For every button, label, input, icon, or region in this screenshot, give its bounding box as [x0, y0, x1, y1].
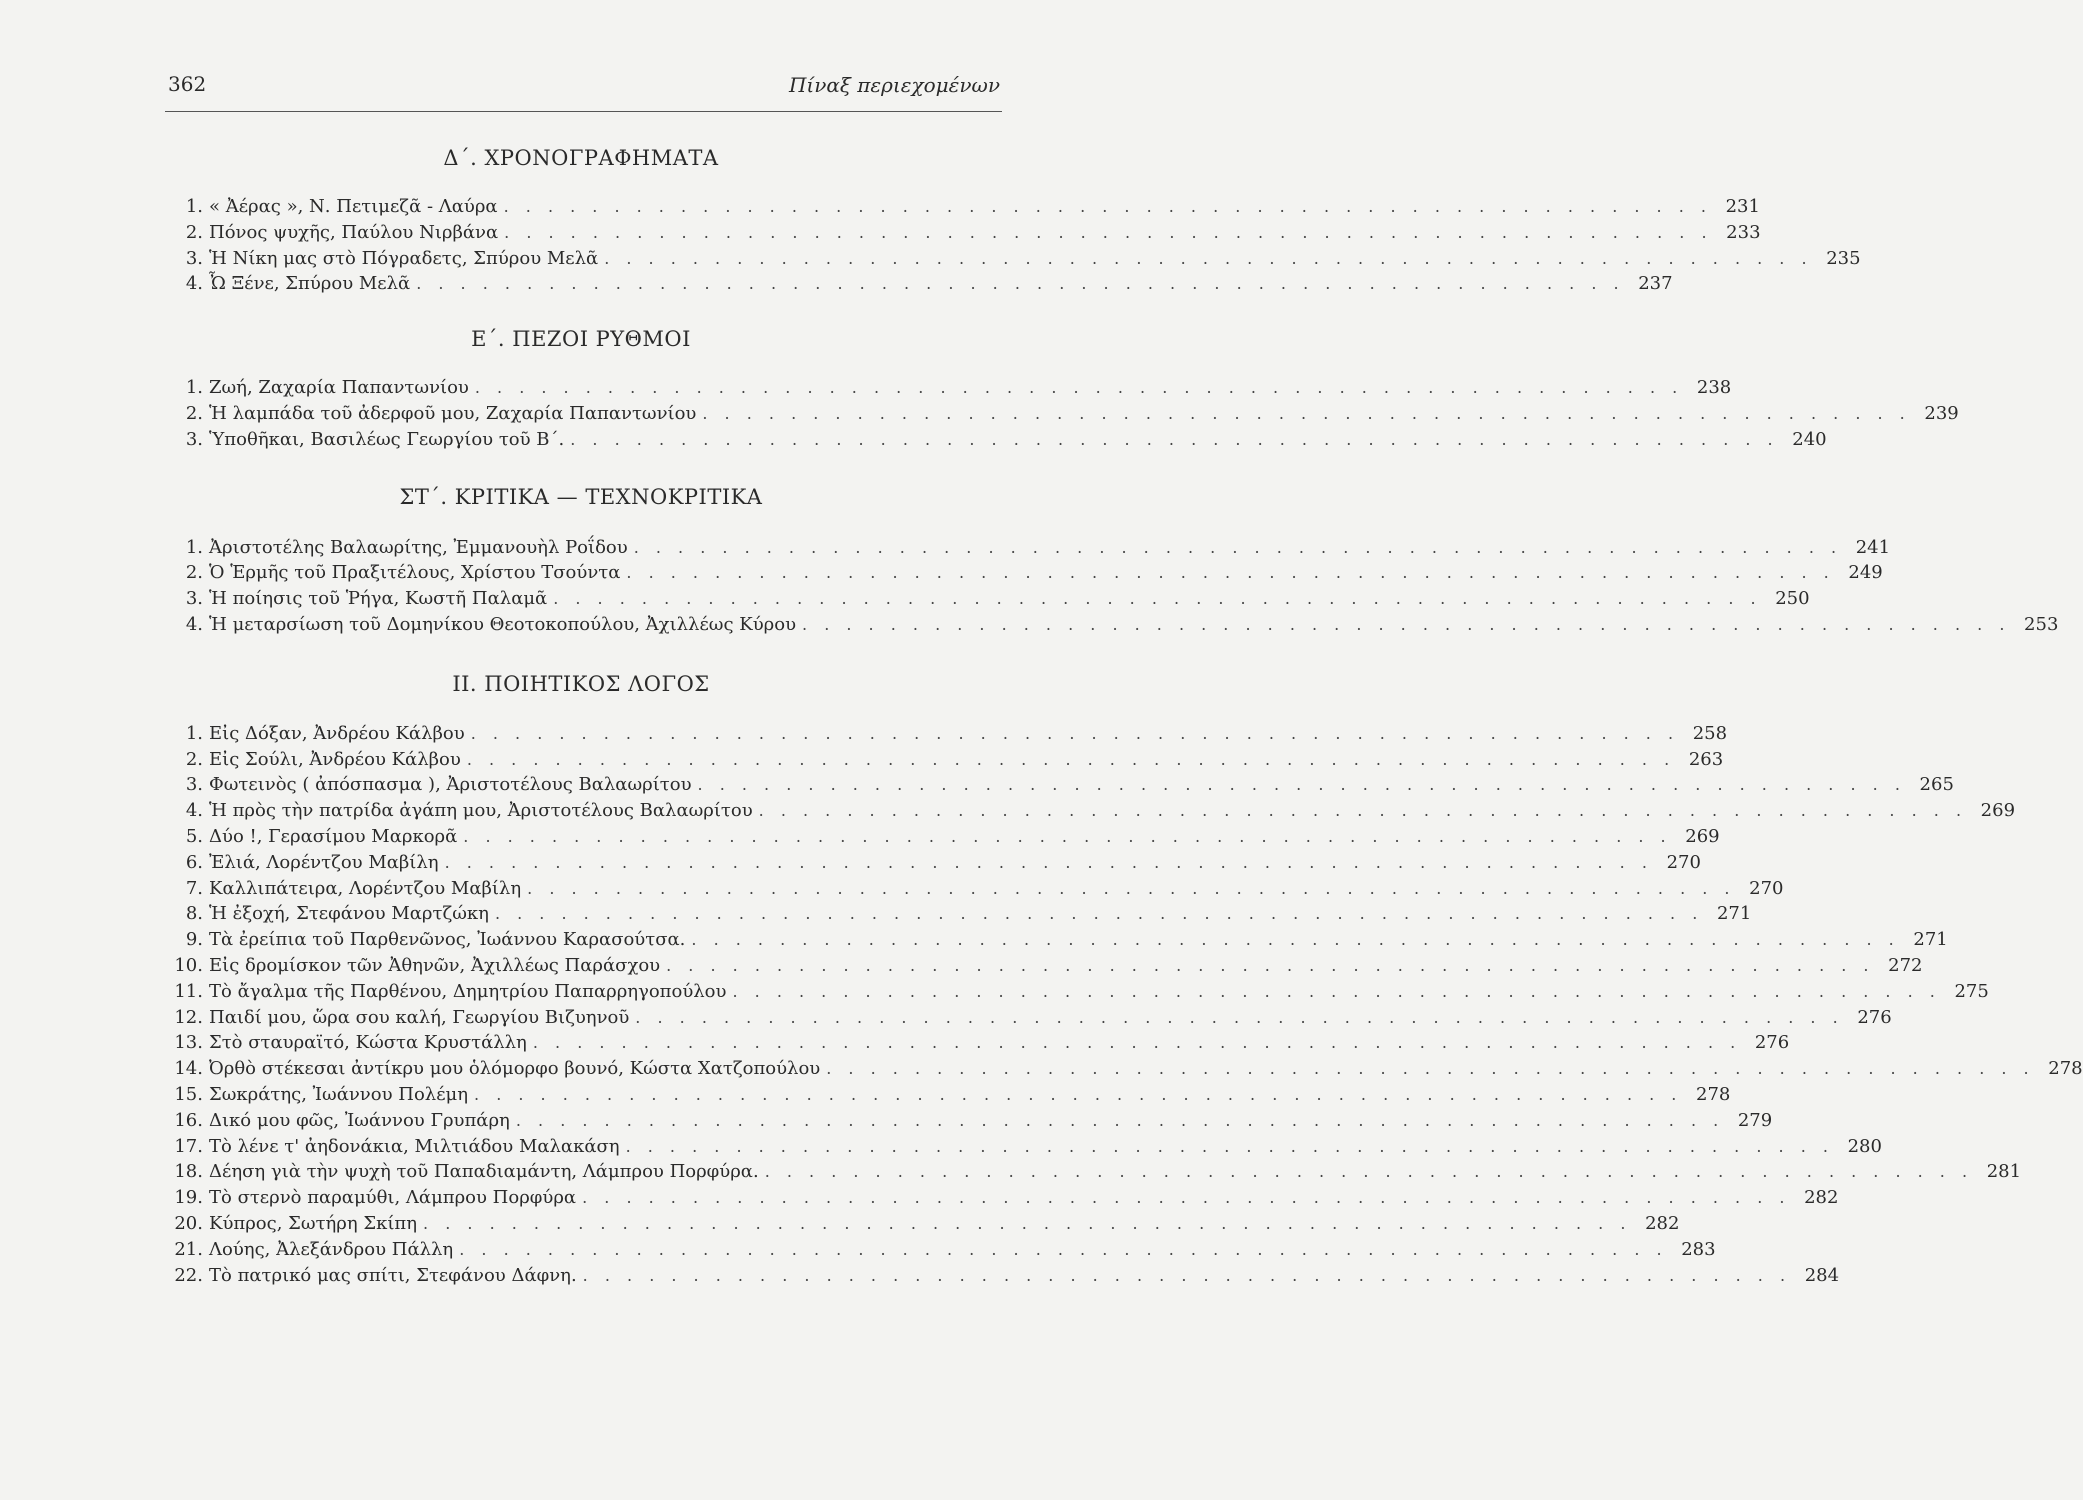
dot-leader: . . . . . . . . . . . . . . . . . . . . . . . . . . . . . . . . . . . . . . . . . . . . . . . . . . . . . . .: [582, 1265, 1792, 1285]
toc-section: [165, 325, 1959, 452]
entry-title: Φωτεινὸς ( ἀπόσπασμα ), Ἀριστοτέλους Βαλαωρίτου: [209, 774, 692, 796]
entry-page-number: 283: [1681, 1238, 1716, 1260]
entry-number: 3.: [185, 247, 203, 269]
entry-number: 1.: [185, 722, 203, 744]
entry-title: Πόνος ψυχῆς, Παύλου Νιρβάνα: [209, 221, 499, 243]
entry-title: Τὸ πατρικό μας σπίτι, Στεφάνου Δάφνη.: [209, 1264, 577, 1286]
entry-title: Ὀρθὸ στέκεσαι ἀντίκρυ μου ὁλόμορφο βουνό, Κώστα Χατζοπούλου: [209, 1058, 821, 1080]
toc-entry: [165, 798, 2016, 824]
entry-title: Τὸ ἄγαλμα τῆς Παρθένου, Δημητρίου Παπαρρηγοπούλου: [209, 980, 727, 1002]
entry-page-number: 253: [2024, 613, 2059, 635]
toc-entry: [165, 1030, 1790, 1056]
dot-leader: . . . . . . . . . . . . . . . . . . . . . . . . . . . . . . . . . . . . . . . . . . . . . . . . . . . . . . .: [826, 1059, 2035, 1079]
toc-entry: [165, 427, 1827, 453]
entry-number: 20.: [174, 1212, 203, 1234]
entry-title: Στὸ σταυραϊτό, Κώστα Κρυστάλλη: [209, 1032, 527, 1054]
dot-leader: . . . . . . . . . . . . . . . . . . . . . . . . . . . . . . . . . . . . . . . . . . . . . . . . . . . . . . .: [470, 723, 1680, 743]
dot-leader: . . . . . . . . . . . . . . . . . . . . . . . . . . . . . . . . . . . . . . . . . . . . . . . . . . . . . . .: [764, 1162, 1974, 1182]
entry-title: Ἡ λαμπάδα τοῦ ἀδερφοῦ μου, Ζαχαρία Παπαντωνίου: [209, 402, 697, 424]
entry-page-number: 280: [1847, 1135, 1882, 1157]
toc-entry: [165, 1134, 1882, 1160]
dot-leader: . . . . . . . . . . . . . . . . . . . . . . . . . . . . . . . . . . . . . . . . . . . . . . . . . . . . . . .: [802, 614, 2011, 634]
toc-entry: [165, 375, 1732, 401]
toc-entry: [165, 1159, 2022, 1185]
entry-number: 9.: [185, 929, 203, 951]
entry-title: Ἀριστοτέλης Βαλαωρίτης, Ἐμμανουὴλ Ροΐδου: [209, 536, 628, 558]
entry-page-number: 265: [1919, 774, 1954, 796]
entry-page-number: 258: [1692, 722, 1728, 744]
toc-entry: [165, 1263, 1840, 1289]
entry-title: Ἡ Νίκη μας στὸ Πόγραδετς, Σπύρου Μελᾶ: [209, 247, 599, 269]
dot-leader: . . . . . . . . . . . . . . . . . . . . . . . . . . . . . . . . . . . . . . . . . . . . . . . . . . . . . . .: [532, 1033, 1742, 1053]
entry-number: 6.: [185, 851, 203, 873]
toc-entry: [165, 612, 2059, 638]
entry-title: Εἰς δρομίσκον τῶν Ἀθηνῶν, Ἀχιλλέως Παράσχου: [209, 954, 661, 976]
entry-page-number: 276: [1754, 1032, 1790, 1054]
toc-entry: [165, 560, 1883, 586]
dot-leader: . . . . . . . . . . . . . . . . . . . . . . . . . . . . . . . . . . . . . . . . . . . . . . . . . . . . . . .: [697, 775, 1906, 795]
entry-title: Κύπρος, Σωτήρη Σκίπη: [209, 1212, 418, 1234]
entry-page-number: 282: [1645, 1212, 1680, 1234]
entry-title: Τὸ στερνὸ παραμύθι, Λάμπρου Πορφύρα: [209, 1187, 577, 1209]
dot-leader: . . . . . . . . . . . . . . . . . . . . . . . . . . . . . . . . . . . . . . . . . . . . . . . . . . . . . . .: [626, 563, 1835, 583]
entry-page-number: 275: [1954, 980, 1989, 1002]
section-title: ΙΙ. ΠΟΙΗΤΙΚΟΣ ΛΟΓΟΣ: [452, 671, 710, 696]
entry-number: 2.: [185, 221, 203, 243]
toc-entry: [165, 953, 1923, 979]
entry-number: 12.: [174, 1006, 203, 1028]
toc-section: [165, 144, 1861, 297]
entry-title: Ἡ ἐξοχή, Στεφάνου Μαρτζώκη: [209, 903, 489, 925]
dot-leader: . . . . . . . . . . . . . . . . . . . . . . . . . . . . . . . . . . . . . . . . . . . . . . . . . . . . . . .: [463, 826, 1672, 846]
entry-title: Δύο !, Γερασίμου Μαρκορᾶ: [209, 825, 458, 847]
entry-number: 13.: [174, 1032, 203, 1054]
entry-page-number: 276: [1857, 1006, 1892, 1028]
entry-page-number: 241: [1855, 536, 1891, 558]
entry-title: Εἰς Δόξαν, Ἀνδρέου Κάλβου: [209, 722, 465, 744]
entry-page-number: 269: [1685, 825, 1720, 847]
entry-number: 8.: [185, 903, 203, 925]
entry-number: 17.: [174, 1135, 203, 1157]
entry-number: 2.: [185, 562, 203, 584]
entry-title: Σωκράτης, Ἰωάννου Πολέμη: [209, 1083, 469, 1105]
dot-leader: . . . . . . . . . . . . . . . . . . . . . . . . . . . . . . . . . . . . . . . . . . . . . . . . . . . . . . .: [527, 878, 1736, 898]
dot-leader: . . . . . . . . . . . . . . . . . . . . . . . . . . . . . . . . . . . . . . . . . . . . . . . . . . . . . . .: [604, 248, 1813, 268]
dot-leader: . . . . . . . . . . . . . . . . . . . . . . . . . . . . . . . . . . . . . . . . . . . . . . . . . . . . . . .: [625, 1136, 1834, 1156]
entry-title: Εἰς Σούλι, Ἀνδρέου Κάλβου: [209, 748, 461, 770]
entry-page-number: 269: [1980, 800, 2016, 822]
entry-title: Ἡ ποίησις τοῦ Ῥήγα, Κωστῆ Παλαμᾶ: [209, 588, 548, 610]
toc-entry: [165, 535, 1891, 561]
header-rule: [165, 111, 1002, 112]
entry-number: 16.: [174, 1109, 203, 1131]
entry-number: 1.: [185, 536, 203, 558]
entry-title: Δέηση γιὰ τὴν ψυχὴ τοῦ Παπαδιαμάντη, Λάμπρου Πορφύρα.: [209, 1161, 759, 1183]
entry-title: Καλλιπάτειρα, Λορέντζου Μαβίλη: [209, 877, 522, 899]
toc-entry: [165, 747, 1724, 773]
toc-entry: [165, 721, 1728, 747]
entry-page-number: 278: [1696, 1083, 1731, 1105]
dot-leader: . . . . . . . . . . . . . . . . . . . . . . . . . . . . . . . . . . . . . . . . . . . . . . . . . . . . . . .: [570, 429, 1779, 449]
toc-entry: [165, 927, 1948, 953]
entry-number: 7.: [185, 877, 203, 899]
entry-title: Ὑποθῆκαι, Βασιλέως Γεωργίου τοῦ Β΄.: [209, 428, 565, 450]
dot-leader: . . . . . . . . . . . . . . . . . . . . . . . . . . . . . . . . . . . . . . . . . . . . . . . . . . . . . . .: [474, 378, 1684, 398]
entry-number: 4.: [185, 273, 203, 295]
entry-page-number: 237: [1638, 273, 1673, 295]
entry-page-number: 233: [1726, 221, 1761, 243]
entry-page-number: 282: [1804, 1187, 1839, 1209]
dot-leader: . . . . . . . . . . . . . . . . . . . . . . . . . . . . . . . . . . . . . . . . . . . . . . . . . . . . . . .: [416, 274, 1625, 294]
entry-number: 4.: [185, 800, 203, 822]
toc-entry: [165, 901, 1752, 927]
entry-number: 3.: [185, 428, 203, 450]
dot-leader: . . . . . . . . . . . . . . . . . . . . . . . . . . . . . . . . . . . . . . . . . . . . . . . . . . . . . . .: [503, 197, 1712, 216]
section-title: ΣΤ΄. ΚΡΙΤΙΚΑ — ΤΕΧΝΟΚΡΙΤΙΚΑ: [399, 484, 763, 509]
entry-number: 2.: [185, 402, 203, 424]
toc-entry: [165, 401, 1959, 427]
entry-number: 19.: [174, 1187, 203, 1209]
entry-page-number: 263: [1688, 748, 1724, 770]
entry-title: Ζωή, Ζαχαρία Παπαντωνίου: [209, 377, 469, 399]
toc-entry: [165, 1185, 1839, 1211]
toc-entry: [165, 194, 1760, 220]
dot-leader: . . . . . . . . . . . . . . . . . . . . . . . . . . . . . . . . . . . . . . . . . . . . . . . . . . . . . . .: [444, 852, 1653, 872]
entry-number: 3.: [185, 774, 203, 796]
entry-title: Τὰ ἐρείπια τοῦ Παρθενῶνος, Ἰωάννου Καρασούτσα.: [209, 929, 686, 951]
dot-leader: . . . . . . . . . . . . . . . . . . . . . . . . . . . . . . . . . . . . . . . . . . . . . . . . . . . . . . .: [732, 981, 1941, 1001]
entry-title: Παιδί μου, ὥρα σου καλή, Γεωργίου Βιζυηνοῦ: [209, 1006, 630, 1028]
entry-title: Ἐλιά, Λορέντζου Μαβίλη: [209, 851, 439, 873]
entry-page-number: 249: [1848, 562, 1883, 584]
entry-page-number: 279: [1737, 1109, 1773, 1131]
running-title: Πίναξ περιεχομένων: [788, 73, 1000, 97]
entry-number: 10.: [174, 954, 203, 976]
entry-title: Λούης, Ἀλεξάνδρου Πάλλη: [209, 1238, 454, 1260]
entry-number: 1.: [185, 196, 203, 217]
entry-title: « Ἀέρας », Ν. Πετιμεζᾶ - Λαύρα: [209, 196, 498, 217]
entry-page-number: 278: [2048, 1058, 2083, 1080]
toc-entry: [165, 271, 1673, 297]
toc-section: [165, 670, 2083, 1289]
dot-leader: . . . . . . . . . . . . . . . . . . . . . . . . . . . . . . . . . . . . . . . . . . . . . . . . . . . . . . .: [633, 537, 1843, 557]
entry-page-number: 235: [1826, 247, 1861, 269]
dot-leader: . . . . . . . . . . . . . . . . . . . . . . . . . . . . . . . . . . . . . . . . . . . . . . . . . . . . . . .: [666, 955, 1875, 975]
entry-page-number: 238: [1696, 377, 1732, 399]
entry-title: Ὦ Ξένε, Σπύρου Μελᾶ: [209, 273, 411, 295]
toc-entry: [165, 1005, 1892, 1031]
entry-title: Ἡ μεταρσίωση τοῦ Δομηνίκου Θεοτοκοπούλου, Ἀχιλλέως Κύρου: [209, 613, 797, 635]
section-title: Ε΄. ΠΕΖΟΙ ΡΥΘΜΟΙ: [471, 327, 691, 352]
toc-entry: [165, 1108, 1773, 1134]
entry-title: Ὁ Ἑρμῆς τοῦ Πραξιτέλους, Χρίστου Τσούντα: [209, 562, 621, 584]
entry-page-number: 271: [1913, 929, 1948, 951]
toc-entry: [165, 772, 1954, 798]
entry-title: Τὸ λένε τ' ἀηδονάκια, Μιλτιάδου Μαλακάση: [209, 1135, 620, 1157]
entry-page-number: 272: [1888, 954, 1923, 976]
section-title: Δ΄. ΧΡΟΝΟΓΡΑΦΗΜΑΤΑ: [443, 146, 719, 170]
entry-page-number: 270: [1749, 877, 1784, 899]
dot-leader: . . . . . . . . . . . . . . . . . . . . . . . . . . . . . . . . . . . . . . . . . . . . . . . . . . . . . . .: [504, 222, 1713, 242]
entry-number: 4.: [185, 613, 203, 635]
toc-entry: [165, 1237, 1716, 1263]
toc-entry: [165, 824, 1720, 850]
dot-leader: . . . . . . . . . . . . . . . . . . . . . . . . . . . . . . . . . . . . . . . . . . . . . . . . . . . . . . .: [758, 801, 1968, 821]
toc-entry: [165, 979, 1989, 1005]
entry-number: 18.: [174, 1161, 203, 1183]
entry-page-number: 231: [1725, 196, 1760, 217]
toc-entry: [165, 1082, 1731, 1108]
entry-number: 14.: [174, 1058, 203, 1080]
dot-leader: . . . . . . . . . . . . . . . . . . . . . . . . . . . . . . . . . . . . . . . . . . . . . . . . . . . . . . .: [459, 1239, 1668, 1259]
entry-title: Ἡ πρὸς τὴν πατρίδα ἀγάπη μου, Ἀριστοτέλους Βαλαωρίτου: [209, 800, 753, 822]
entry-number: 1.: [185, 377, 203, 399]
toc-entry: [165, 220, 1761, 246]
page-number: 362: [168, 72, 207, 96]
toc-entry: [165, 586, 1810, 612]
toc-entry: [165, 1211, 1680, 1237]
entry-page-number: 239: [1924, 402, 1959, 424]
dot-leader: . . . . . . . . . . . . . . . . . . . . . . . . . . . . . . . . . . . . . . . . . . . . . . . . . . . . . . .: [702, 403, 1911, 423]
toc-section: [165, 483, 2059, 638]
dot-leader: . . . . . . . . . . . . . . . . . . . . . . . . . . . . . . . . . . . . . . . . . . . . . . . . . . . . . . .: [515, 1110, 1725, 1130]
entry-page-number: 284: [1804, 1264, 1840, 1286]
entry-number: 5.: [185, 825, 203, 847]
dot-leader: . . . . . . . . . . . . . . . . . . . . . . . . . . . . . . . . . . . . . . . . . . . . . . . . . . . . . . .: [423, 1213, 1632, 1233]
entry-number: 3.: [185, 588, 203, 610]
dot-leader: . . . . . . . . . . . . . . . . . . . . . . . . . . . . . . . . . . . . . . . . . . . . . . . . . . . . . . .: [553, 589, 1762, 609]
entry-number: 21.: [174, 1238, 203, 1260]
entry-number: 22.: [174, 1264, 203, 1286]
entry-number: 2.: [185, 748, 203, 770]
entry-title: Δικό μου φῶς, Ἰωάννου Γρυπάρη: [209, 1109, 510, 1131]
toc-entry: [165, 246, 1861, 272]
toc-entry: [165, 850, 1701, 876]
toc-entry: [165, 876, 1784, 902]
entry-page-number: 250: [1775, 588, 1810, 610]
dot-leader: . . . . . . . . . . . . . . . . . . . . . . . . . . . . . . . . . . . . . . . . . . . . . . . . . . . . . . .: [582, 1188, 1791, 1208]
entry-page-number: 281: [1986, 1161, 2022, 1183]
dot-leader: . . . . . . . . . . . . . . . . . . . . . . . . . . . . . . . . . . . . . . . . . . . . . . . . . . . . . . .: [466, 749, 1676, 769]
dot-leader: . . . . . . . . . . . . . . . . . . . . . . . . . . . . . . . . . . . . . . . . . . . . . . . . . . . . . . .: [494, 904, 1704, 924]
entry-number: 15.: [174, 1083, 203, 1105]
table-of-contents: [165, 128, 2083, 1288]
toc-entry: [165, 1056, 2083, 1082]
dot-leader: . . . . . . . . . . . . . . . . . . . . . . . . . . . . . . . . . . . . . . . . . . . . . . . . . . . . . . .: [474, 1084, 1683, 1104]
entry-page-number: 270: [1666, 851, 1701, 873]
entry-page-number: 271: [1716, 903, 1752, 925]
entry-page-number: 240: [1792, 428, 1827, 450]
entry-number: 11.: [174, 980, 203, 1002]
dot-leader: . . . . . . . . . . . . . . . . . . . . . . . . . . . . . . . . . . . . . . . . . . . . . . . . . . . . . . .: [691, 930, 1900, 950]
dot-leader: . . . . . . . . . . . . . . . . . . . . . . . . . . . . . . . . . . . . . . . . . . . . . . . . . . . . . . .: [635, 1007, 1844, 1027]
